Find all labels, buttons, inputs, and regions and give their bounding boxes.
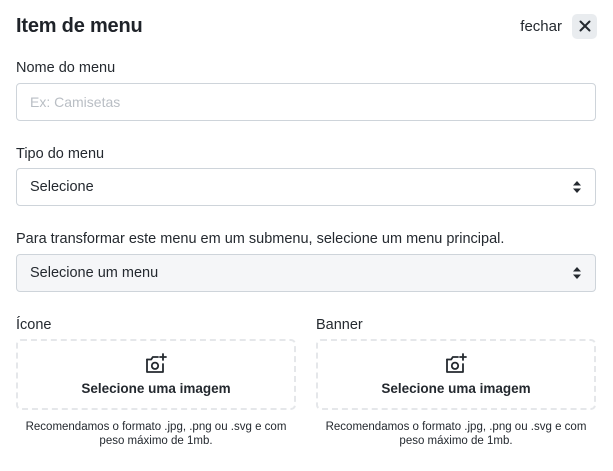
camera-plus-icon: [144, 353, 168, 375]
sort-caret-icon: [572, 266, 582, 280]
parent-menu-select[interactable]: [16, 254, 596, 292]
page-title: Item de menu: [16, 14, 143, 37]
close-link[interactable]: fechar: [520, 17, 562, 35]
menu-name-label: Nome do menu: [16, 60, 116, 76]
camera-plus-icon: [444, 353, 468, 375]
sort-caret-icon: [572, 180, 582, 194]
header-actions: [520, 14, 597, 39]
icon-upload-text: Selecione uma imagem: [81, 381, 231, 396]
close-icon: [579, 20, 591, 32]
menu-type-label: Tipo do menu: [16, 146, 105, 162]
icon-upload-hint: Recomendamos o formato .jpg, .png ou .svg e com peso máximo de 1mb.: [25, 421, 287, 447]
menu-type-selected: Selecione: [30, 179, 94, 195]
menu-name-input[interactable]: [16, 83, 596, 121]
icon-upload-dropzone[interactable]: [16, 339, 296, 410]
banner-upload-text: Selecione uma imagem: [381, 381, 531, 396]
banner-upload-dropzone[interactable]: [316, 339, 596, 410]
close-button[interactable]: [572, 14, 597, 39]
modal-header: [16, 12, 597, 40]
icon-label: Ícone: [16, 317, 52, 333]
parent-menu-selected: Selecione um menu: [30, 265, 159, 281]
banner-label: Banner: [316, 317, 363, 333]
parent-menu-label: Para transformar este menu em um submenu, selecione um menu principal.: [16, 231, 505, 247]
banner-upload-hint: Recomendamos o formato .jpg, .png ou .svg e com peso máximo de 1mb.: [325, 421, 587, 447]
menu-type-select[interactable]: [16, 168, 596, 206]
